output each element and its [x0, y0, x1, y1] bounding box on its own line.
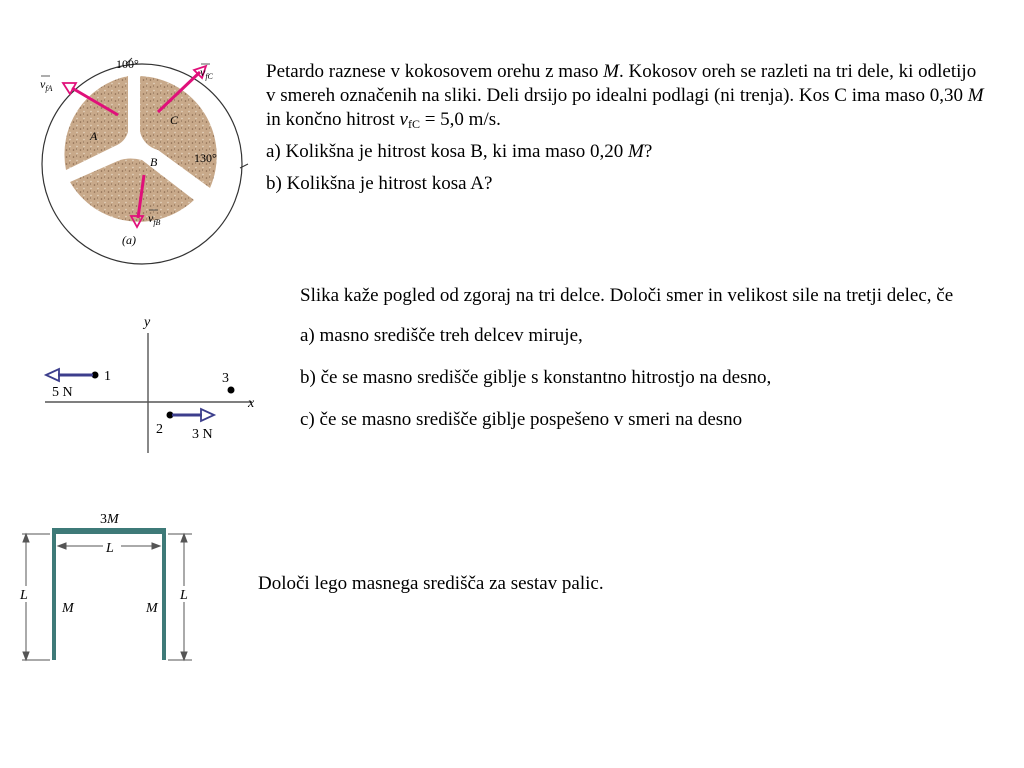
piece-b — [70, 159, 194, 222]
x-axis-label: x — [248, 396, 255, 411]
angle-right-label: 130° — [194, 151, 217, 165]
svg-text:vfB: $v_{fB}$ — [148, 211, 161, 227]
force-2-label: 3 N — [192, 427, 213, 442]
right-rod — [162, 528, 166, 660]
problem-1-text — [266, 60, 986, 196]
top-length-label: L — [106, 541, 114, 556]
svg-text:vfA: $v_{fA}$ — [40, 77, 53, 93]
top-rod-mass-label: 3M — [100, 512, 119, 527]
svg-text:vfC: $v_{fC}$ — [200, 65, 213, 81]
right-length-label: L — [180, 588, 188, 603]
problem-1-question-a: a) Kolikšna je hitrost kosa B, ki ima maso 0,20 M? — [266, 141, 653, 162]
problem-2-item-b: b) če se masno središče giblje s konstantno hitrostjo na desno, — [300, 367, 772, 388]
piece-a-label: A — [90, 129, 98, 143]
v-fc-label — [200, 64, 214, 81]
piece-b-label: B — [150, 155, 158, 169]
particle-1-label: 1 — [104, 369, 111, 384]
y-axis-label: y — [144, 315, 151, 330]
v-fa-label — [40, 76, 53, 93]
angle-top-label: 100° — [116, 57, 139, 71]
rods-figure — [20, 506, 210, 666]
force-1-label: 5 N — [52, 385, 73, 400]
problem-2-text — [300, 284, 990, 432]
particle-3-label: 3 — [222, 371, 229, 386]
problem-1-paragraph: Petardo raznese v kokosovem orehu z maso M. Kokosov oreh se razleti na tri dele, ki odletijo v smereh označenih na sliki. Deli drsijo po idealni podlagi (ni trenja). Kos C ima maso 0,30 M in končno hitrost $v_{fC} = 5,0$ m/s. — [266, 61, 984, 131]
problem-2-item-c: c) če se masno središče giblje pospešeno v smeri na desno — [300, 409, 743, 430]
top-rod — [52, 528, 166, 534]
particle-2-label: 2 — [156, 422, 163, 437]
problem-3-statement: Določi lego masnega središča za sestav palic. — [258, 573, 604, 594]
problem-2-intro: Slika kaže pogled od zgoraj na tri delce. Določi smer in velikost sile na tretji delec, če — [300, 285, 954, 306]
left-rod-mass-label: M — [62, 601, 74, 616]
particle-3 — [228, 387, 235, 394]
piece-c-label: C — [170, 113, 179, 127]
problem-3-text — [258, 572, 958, 596]
problem-2-item-a: a) masno središče treh delcev miruje, — [300, 325, 583, 346]
right-rod-mass-label: M — [146, 601, 158, 616]
left-rod — [52, 528, 56, 660]
figure-caption: (a) — [122, 233, 136, 247]
problem-1-question-b: b) Kolikšna je hitrost kosa A? — [266, 173, 493, 194]
left-length-label: L — [20, 588, 28, 603]
coconut-figure — [30, 50, 260, 255]
particles-figure — [40, 308, 270, 458]
